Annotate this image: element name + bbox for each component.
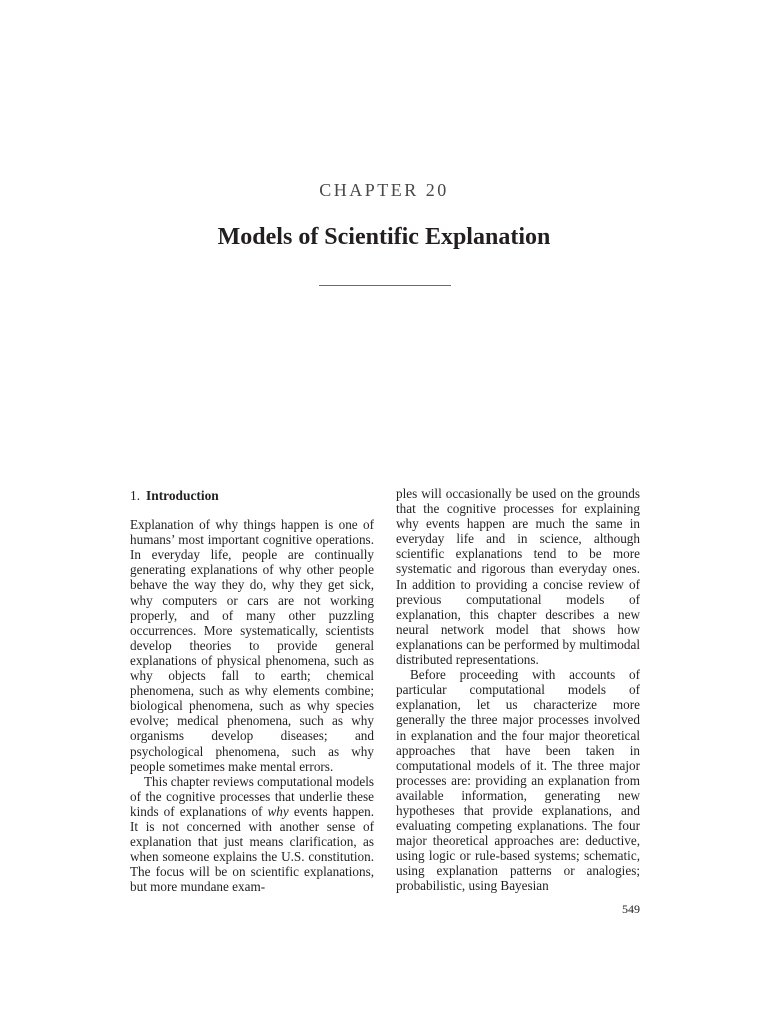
title-divider (319, 285, 451, 286)
paragraph-2-emphasis: why (267, 803, 289, 819)
paragraph-2-text-a: This chapter reviews computational models of the cognitive processes that underlie these kinds of explanations of (130, 773, 374, 819)
right-column (396, 486, 640, 894)
paragraph-4: Before proceeding with accounts of particular computational models of explanation, let us characterize more generally the three major processes involved in explanation and the four major theoretical approaches that have been taken in computational models of it. The three major processes are: providing an explanation from available information, generating new hypotheses that provide explanations, and evaluating competing explanations. The four major theoretical approaches are: deductive, using logic or rule-based systems; schematic, using explanation patterns or analogies; probabilistic, using Bayesian (396, 667, 640, 894)
section-title: Introduction (146, 488, 219, 503)
paragraph-1: Explanation of why things happen is one of humans’ most important cognitive operations. In everyday life, people are continually generating explanations of why other people behave the way they do, why they get sick, why computers or cars are not working properly, and of many other puzzling occurrences. More systematically, scientists develop theories to provide general explanations of physical phenomena, such as why objects fall to earth; chemical phenomena, such as why elements combine; biological phenomena, such as why species evolve; medical phenomena, such as why organisms develop diseases; and psychological phenomena, such as why people sometimes make mental errors. (130, 517, 374, 774)
paragraph-2 (130, 774, 374, 895)
section-heading (130, 488, 374, 503)
paragraph-2-text-b: events happen. It is not concerned with another sense of explanation that just means clarification, as when someone explains the U.S. constitution. The focus will be on scientific explanations, but more mundane exam- (130, 803, 374, 895)
paragraph-3: ples will occasionally be used on the grounds that the cognitive processes for explaining why events happen are much the same in everyday life and in science, although scientific explanations tend to be more systematic and rigorous than everyday ones. In addition to providing a concise review of previous computational models of explanation, this chapter describes a new neural network model that shows how explanations can be performed by multimodal distributed representations. (396, 486, 640, 668)
left-column (130, 486, 374, 894)
chapter-label: CHAPTER 20 (319, 180, 449, 200)
chapter-title: Models of Scientific Explanation (217, 224, 551, 250)
section-number: 1. (130, 488, 141, 503)
page-number: 549 (622, 902, 640, 916)
